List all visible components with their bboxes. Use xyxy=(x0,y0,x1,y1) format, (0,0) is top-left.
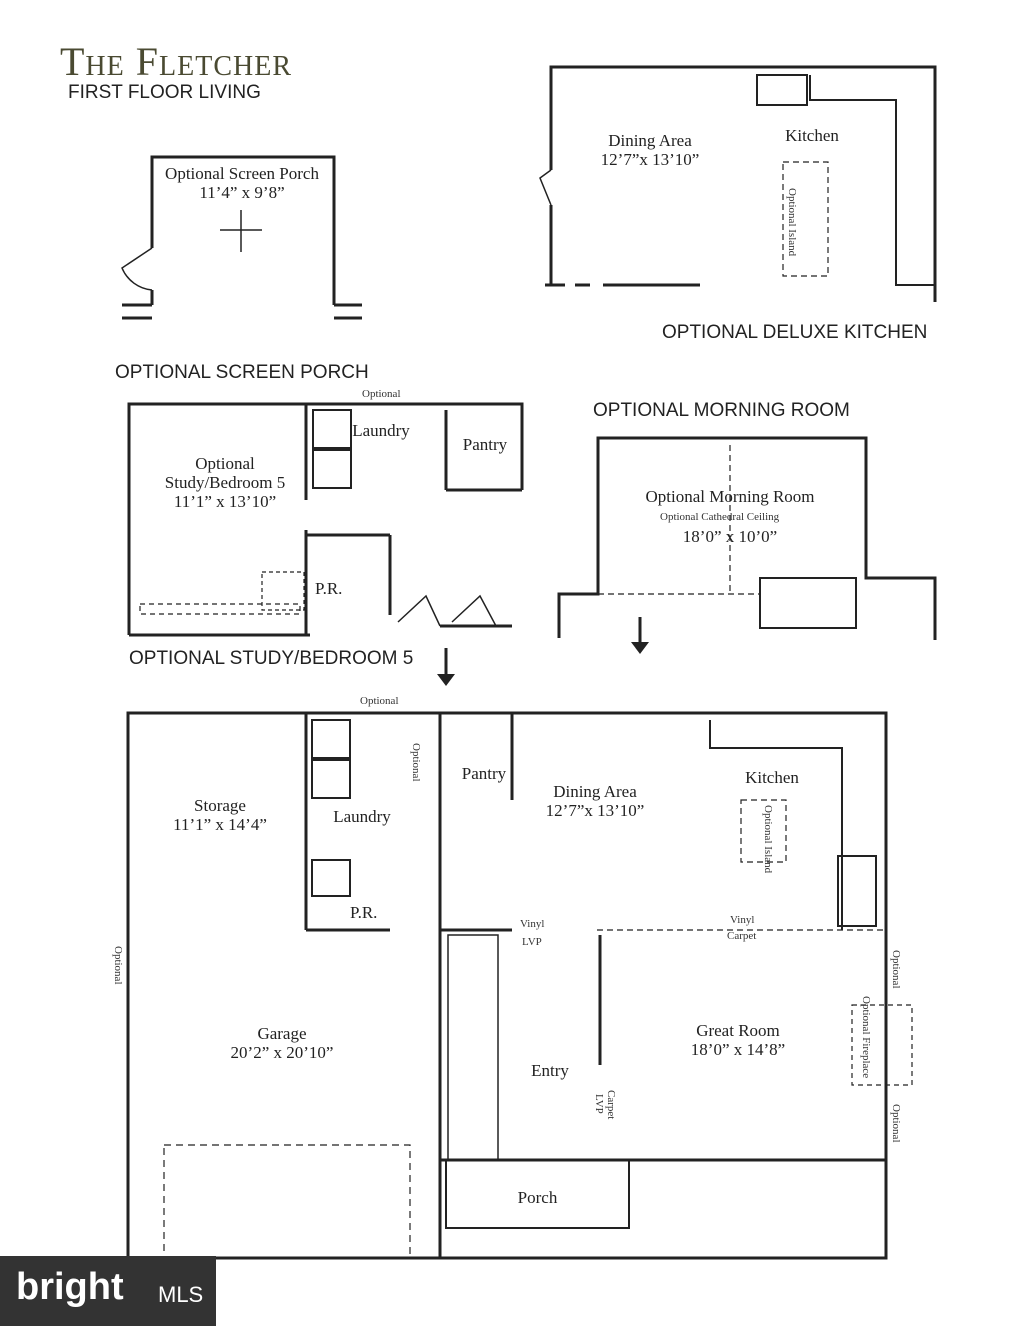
stairs xyxy=(448,935,498,1160)
screen-porch-label xyxy=(152,164,332,202)
garage-label xyxy=(212,1024,352,1062)
garage-optional-label: Optional xyxy=(112,946,124,985)
caption-screen-porch: OPTIONAL SCREEN PORCH xyxy=(115,362,369,383)
great-room-optional-label-2: Optional xyxy=(890,1104,902,1143)
deluxe-dining-label xyxy=(580,131,720,169)
great-room-label xyxy=(668,1021,808,1059)
floor-vinyl-label-1: Vinyl xyxy=(520,918,545,930)
main-laundry-label: Laundry xyxy=(333,807,391,826)
great-room-size: 18’0” x 14’8” xyxy=(690,1040,786,1059)
watermark-brand: bright xyxy=(16,1266,124,1308)
study-closet-outline xyxy=(140,604,300,614)
plan-subtitle: FIRST FLOOR LIVING xyxy=(68,82,261,103)
study-name-line2: Study/Bedroom 5 xyxy=(164,473,286,492)
floor-carpet-label-1: Carpet xyxy=(727,930,757,942)
main-dining-label xyxy=(520,782,670,820)
main-dining-name: Dining Area xyxy=(553,782,637,801)
study-size: 11’1” x 13’10” xyxy=(173,492,277,511)
screen-porch-name: Optional Screen Porch xyxy=(165,164,319,183)
watermark-suffix: MLS xyxy=(158,1282,204,1307)
garage-door-outline xyxy=(164,1145,410,1258)
deluxe-dining-name: Dining Area xyxy=(608,131,692,150)
morning-room-ceiling-note: Optional Cathedral Ceiling xyxy=(660,511,780,523)
morning-room-name: Optional Morning Room xyxy=(645,487,815,506)
main-optional-window-label: Optional xyxy=(360,695,399,707)
caption-deluxe-kitchen: OPTIONAL DELUXE KITCHEN xyxy=(662,322,928,343)
floor-carpet-label-2: Carpet xyxy=(605,1090,617,1120)
storage-name: Storage xyxy=(194,796,246,815)
garage-size: 20’2” x 20’10” xyxy=(230,1043,334,1062)
garage-name: Garage xyxy=(257,1024,307,1043)
study-optional-window-label: Optional xyxy=(362,388,401,400)
main-powder-room-label: P.R. xyxy=(350,903,378,922)
deluxe-kitchen-name: Kitchen xyxy=(785,126,839,145)
study-room-label xyxy=(140,454,310,511)
storage-label xyxy=(150,796,290,834)
deluxe-kitchen-walls xyxy=(540,67,935,302)
entry-label: Entry xyxy=(531,1061,569,1080)
floor-lvp-label-2: LVP xyxy=(593,1094,605,1114)
study-name-line1: Optional xyxy=(195,454,255,473)
great-room-name: Great Room xyxy=(696,1021,780,1040)
screen-porch-size: 11’4” x 9’8” xyxy=(199,183,285,202)
optional-fireplace-label: Optional Fireplace xyxy=(860,996,872,1079)
floor-vinyl-label-2: Vinyl xyxy=(730,914,755,926)
deluxe-island-label: Optional Island xyxy=(786,188,798,257)
caption-study-bedroom: OPTIONAL STUDY/BEDROOM 5 xyxy=(129,648,414,669)
storage-size: 11’1” x 14’4” xyxy=(173,815,267,834)
plan-title: The Fletcher xyxy=(60,39,292,84)
main-dining-size: 12’7”x 13’10” xyxy=(545,801,645,820)
study-powder-room-label: P.R. xyxy=(315,579,343,598)
deluxe-dining-size: 12’7”x 13’10” xyxy=(600,150,700,169)
laundry-optional-label: Optional xyxy=(410,743,422,782)
main-plan-walls xyxy=(128,713,886,1258)
study-pantry-label: Pantry xyxy=(462,435,508,454)
morning-room-size: 18’0” x 10’0” xyxy=(682,527,778,546)
floor-lvp-label-1: LVP xyxy=(522,936,542,948)
study-laundry-label: Laundry xyxy=(352,421,410,440)
ceiling-fan-icon xyxy=(220,210,262,252)
main-pantry-label: Pantry xyxy=(461,764,507,783)
great-room-optional-label-1: Optional xyxy=(890,950,902,989)
caption-morning-room: OPTIONAL MORNING ROOM xyxy=(593,400,850,421)
main-island-label: Optional Island xyxy=(762,805,774,874)
main-kitchen-label: Kitchen xyxy=(745,768,799,787)
porch-label: Porch xyxy=(517,1188,558,1207)
